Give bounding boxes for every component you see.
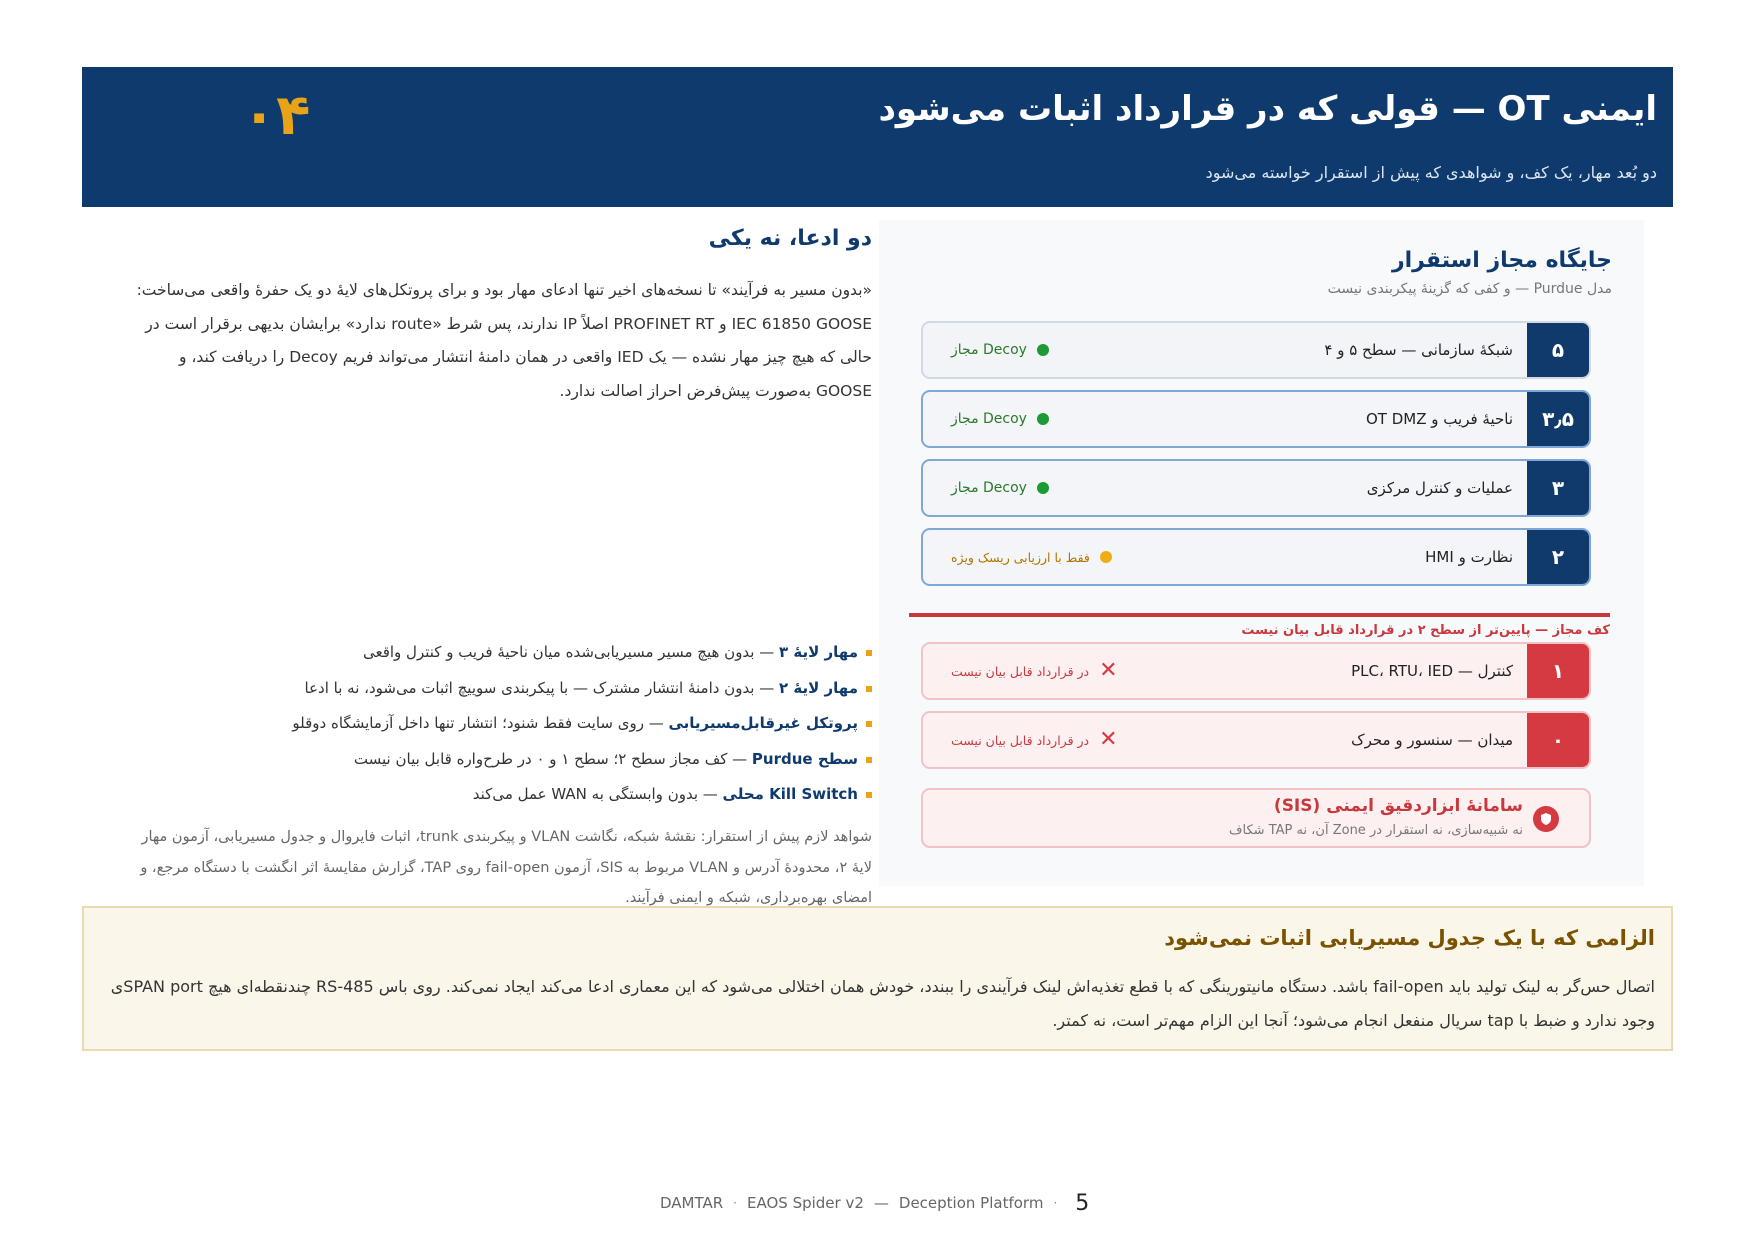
list-item-text: — بدون وابستگی به WAN عمل می‌کند (472, 785, 723, 803)
list-item-bold: Kill Switch محلی (722, 785, 858, 803)
list-item-text: — کف مجاز سطح ۲؛ سطح ۱ و ۰ در طرح‌واره قابل بیان نیست (353, 749, 752, 768)
level-name: نظارت و HMI (1425, 548, 1513, 566)
footer-separator: · (1053, 1196, 1058, 1210)
close-icon: ✕ (1099, 658, 1118, 683)
page-number: 5 (1075, 1190, 1090, 1216)
callout-text: اتصال حس‌گر به لینک تولید باید fail-open باشد. دستگاه مانیتورینگی که با قطع تغذیه‌اش لینک فرآیندی را ببندد، خودش همان اختلالی می‌شود که این معماری ادعا می‌کند ایجاد نمی‌کند. روی باس RS-485 چندنقطه‌ای هیچ SPAN portی وجود ندارد و ضبط با tap سریال منفعل انجام می‌شود؛ آنجا این الزام مهم‌تر است، نه کمتر. (110, 977, 1655, 1030)
status-dot-icon (1037, 482, 1049, 494)
list-item (118, 709, 872, 745)
list-item-bold: مهار لایهٔ ۲ (779, 678, 858, 697)
level-number: ۱ (1527, 644, 1589, 698)
floor-divider (909, 613, 1610, 617)
bullet-icon (866, 686, 872, 692)
level-name: کنترل — PLC، RTU، IED (1351, 662, 1513, 680)
section-number: ۰۴ (242, 83, 311, 148)
warning-dot-icon (1100, 551, 1112, 563)
panel-subtitle: مدل Purdue — و کفی که گزینهٔ پیکربندی نیست (1327, 281, 1612, 297)
level-row-5 (921, 321, 1591, 379)
level-row-3-5 (921, 390, 1591, 448)
list-item-text: — بدون هیچ مسیر مسیریابی‌شده میان ناحیهٔ فریب و کنترل واقعی (362, 643, 780, 661)
section-title: دو ادعا، نه یکی (708, 226, 872, 251)
evidence-note: شواهد لازم پیش از استقرار: نقشهٔ شبکه، نگاشت VLAN و پیکربندی trunk، اثبات فایروال و جدول مسیریابی، آزمون مهار لایهٔ ۲، محدودهٔ آدرس و VLAN مربوط به SIS، آزمون fail-open روی TAP، گزارش مقایسهٔ اثر انگشت با دستگاه مرجع، و امضای بهره‌برداری، شبکه و ایمنی فرآیند. (140, 829, 872, 906)
bullet-icon (866, 650, 872, 656)
list-item-text: — روی سایت فقط شنود؛ انتشار تنها داخل آزمایشگاه دوقلو (292, 714, 669, 732)
page-footer (660, 1188, 1089, 1218)
footer-platform: Deception Platform (898, 1194, 1044, 1212)
level-row-1 (921, 642, 1591, 700)
bullet-icon (866, 757, 872, 763)
list-item-bold: مهار لایهٔ ۳ (779, 643, 858, 661)
list-item-text: — بدون دامنهٔ انتشار مشترک — با پیکربندی سوییچ اثبات می‌شود، نه با ادعا (304, 678, 780, 697)
callout-title: الزامی که با یک جدول مسیریابی اثبات نمی‌شود (1164, 926, 1655, 950)
level-status: Decoy مجاز (951, 461, 1049, 515)
level-status: فقط با ارزیابی ریسک ویژه (951, 530, 1112, 584)
status-dot-icon (1037, 344, 1049, 356)
level-name: شبکهٔ سازمانی — سطح ۵ و ۴ (1324, 341, 1513, 359)
list-item-bold: سطح Purdue (751, 749, 858, 768)
level-row-3 (921, 459, 1591, 517)
level-number: ۳٫۵ (1527, 392, 1589, 446)
level-number: ۲ (1527, 530, 1589, 584)
bullet-icon (866, 721, 872, 727)
footer-separator: · (733, 1196, 737, 1210)
sis-box (921, 788, 1591, 848)
requirement-callout (82, 906, 1673, 1051)
close-icon: ✕ (1099, 727, 1118, 752)
bullet-icon (866, 792, 872, 798)
level-name: میدان — سنسور و محرک (1351, 731, 1513, 749)
level-row-0 (921, 711, 1591, 769)
panel-title: جایگاه مجاز استقرار (1391, 248, 1612, 273)
page-title: ایمنی OT — قولی که در قرارداد اثبات می‌شود (878, 89, 1657, 129)
list-item-bold: پروتکل غیرقابل‌مسیریابی (668, 714, 858, 732)
list-item (118, 674, 872, 710)
level-status: ✕ در قرارداد قابل بیان نیست (951, 727, 1118, 752)
floor-label: کف مجاز — پایین‌تر از سطح ۲ در قرارداد قابل بیان نیست (1241, 623, 1610, 638)
page-header (82, 67, 1673, 207)
level-name: ناحیهٔ فریب و OT DMZ (1366, 410, 1513, 428)
level-row-2 (921, 528, 1591, 586)
footer-dash: — (873, 1194, 889, 1212)
purdue-panel (879, 220, 1644, 886)
level-name: عملیات و کنترل مرکزی (1366, 479, 1513, 497)
level-number: ۵ (1527, 323, 1589, 377)
requirements-list (118, 638, 872, 816)
sis-subtitle: نه شبیه‌سازی، نه استقرار در Zone آن، نه TAP شکاف (1229, 823, 1523, 838)
status-dot-icon (1037, 413, 1049, 425)
intro-paragraph: «بدون مسیر به فرآیند» تا نسخه‌های اخیر تنها ادعای مهار بود و برای پروتکل‌های لایهٔ دو یک حفرهٔ واقعی می‌ساخت: IEC 61850 GOOSE و PROFINET RT اصلاً IP ندارند، پس شرط «route ندارد» برایشان بدیهی برقرار است در حالی که هیچ چیز مهار نشده — یک IED واقعی در همان دامنهٔ انتشار می‌تواند فریم Decoy را دریافت کند، و GOOSE به‌صورت پیش‌فرض احراز اصالت ندارد. (136, 281, 872, 400)
sis-title: سامانهٔ ابزاردقیق ایمنی (SIS) (1273, 796, 1523, 816)
list-item (118, 745, 872, 781)
level-status: ✕ در قرارداد قابل بیان نیست (951, 658, 1118, 683)
level-status: Decoy مجاز (951, 323, 1049, 377)
footer-product: EAOS Spider v2 (747, 1194, 864, 1212)
list-item (118, 780, 872, 816)
footer-brand: DAMTAR (660, 1194, 724, 1212)
shield-icon (1533, 806, 1559, 832)
level-status: Decoy مجاز (951, 392, 1049, 446)
list-item (118, 638, 872, 674)
level-number: ۰ (1527, 713, 1589, 767)
level-number: ۳ (1527, 461, 1589, 515)
page-subtitle: دو بُعد مهار، یک کف، و شواهدی که پیش از استقرار خواسته می‌شود (1205, 163, 1657, 182)
